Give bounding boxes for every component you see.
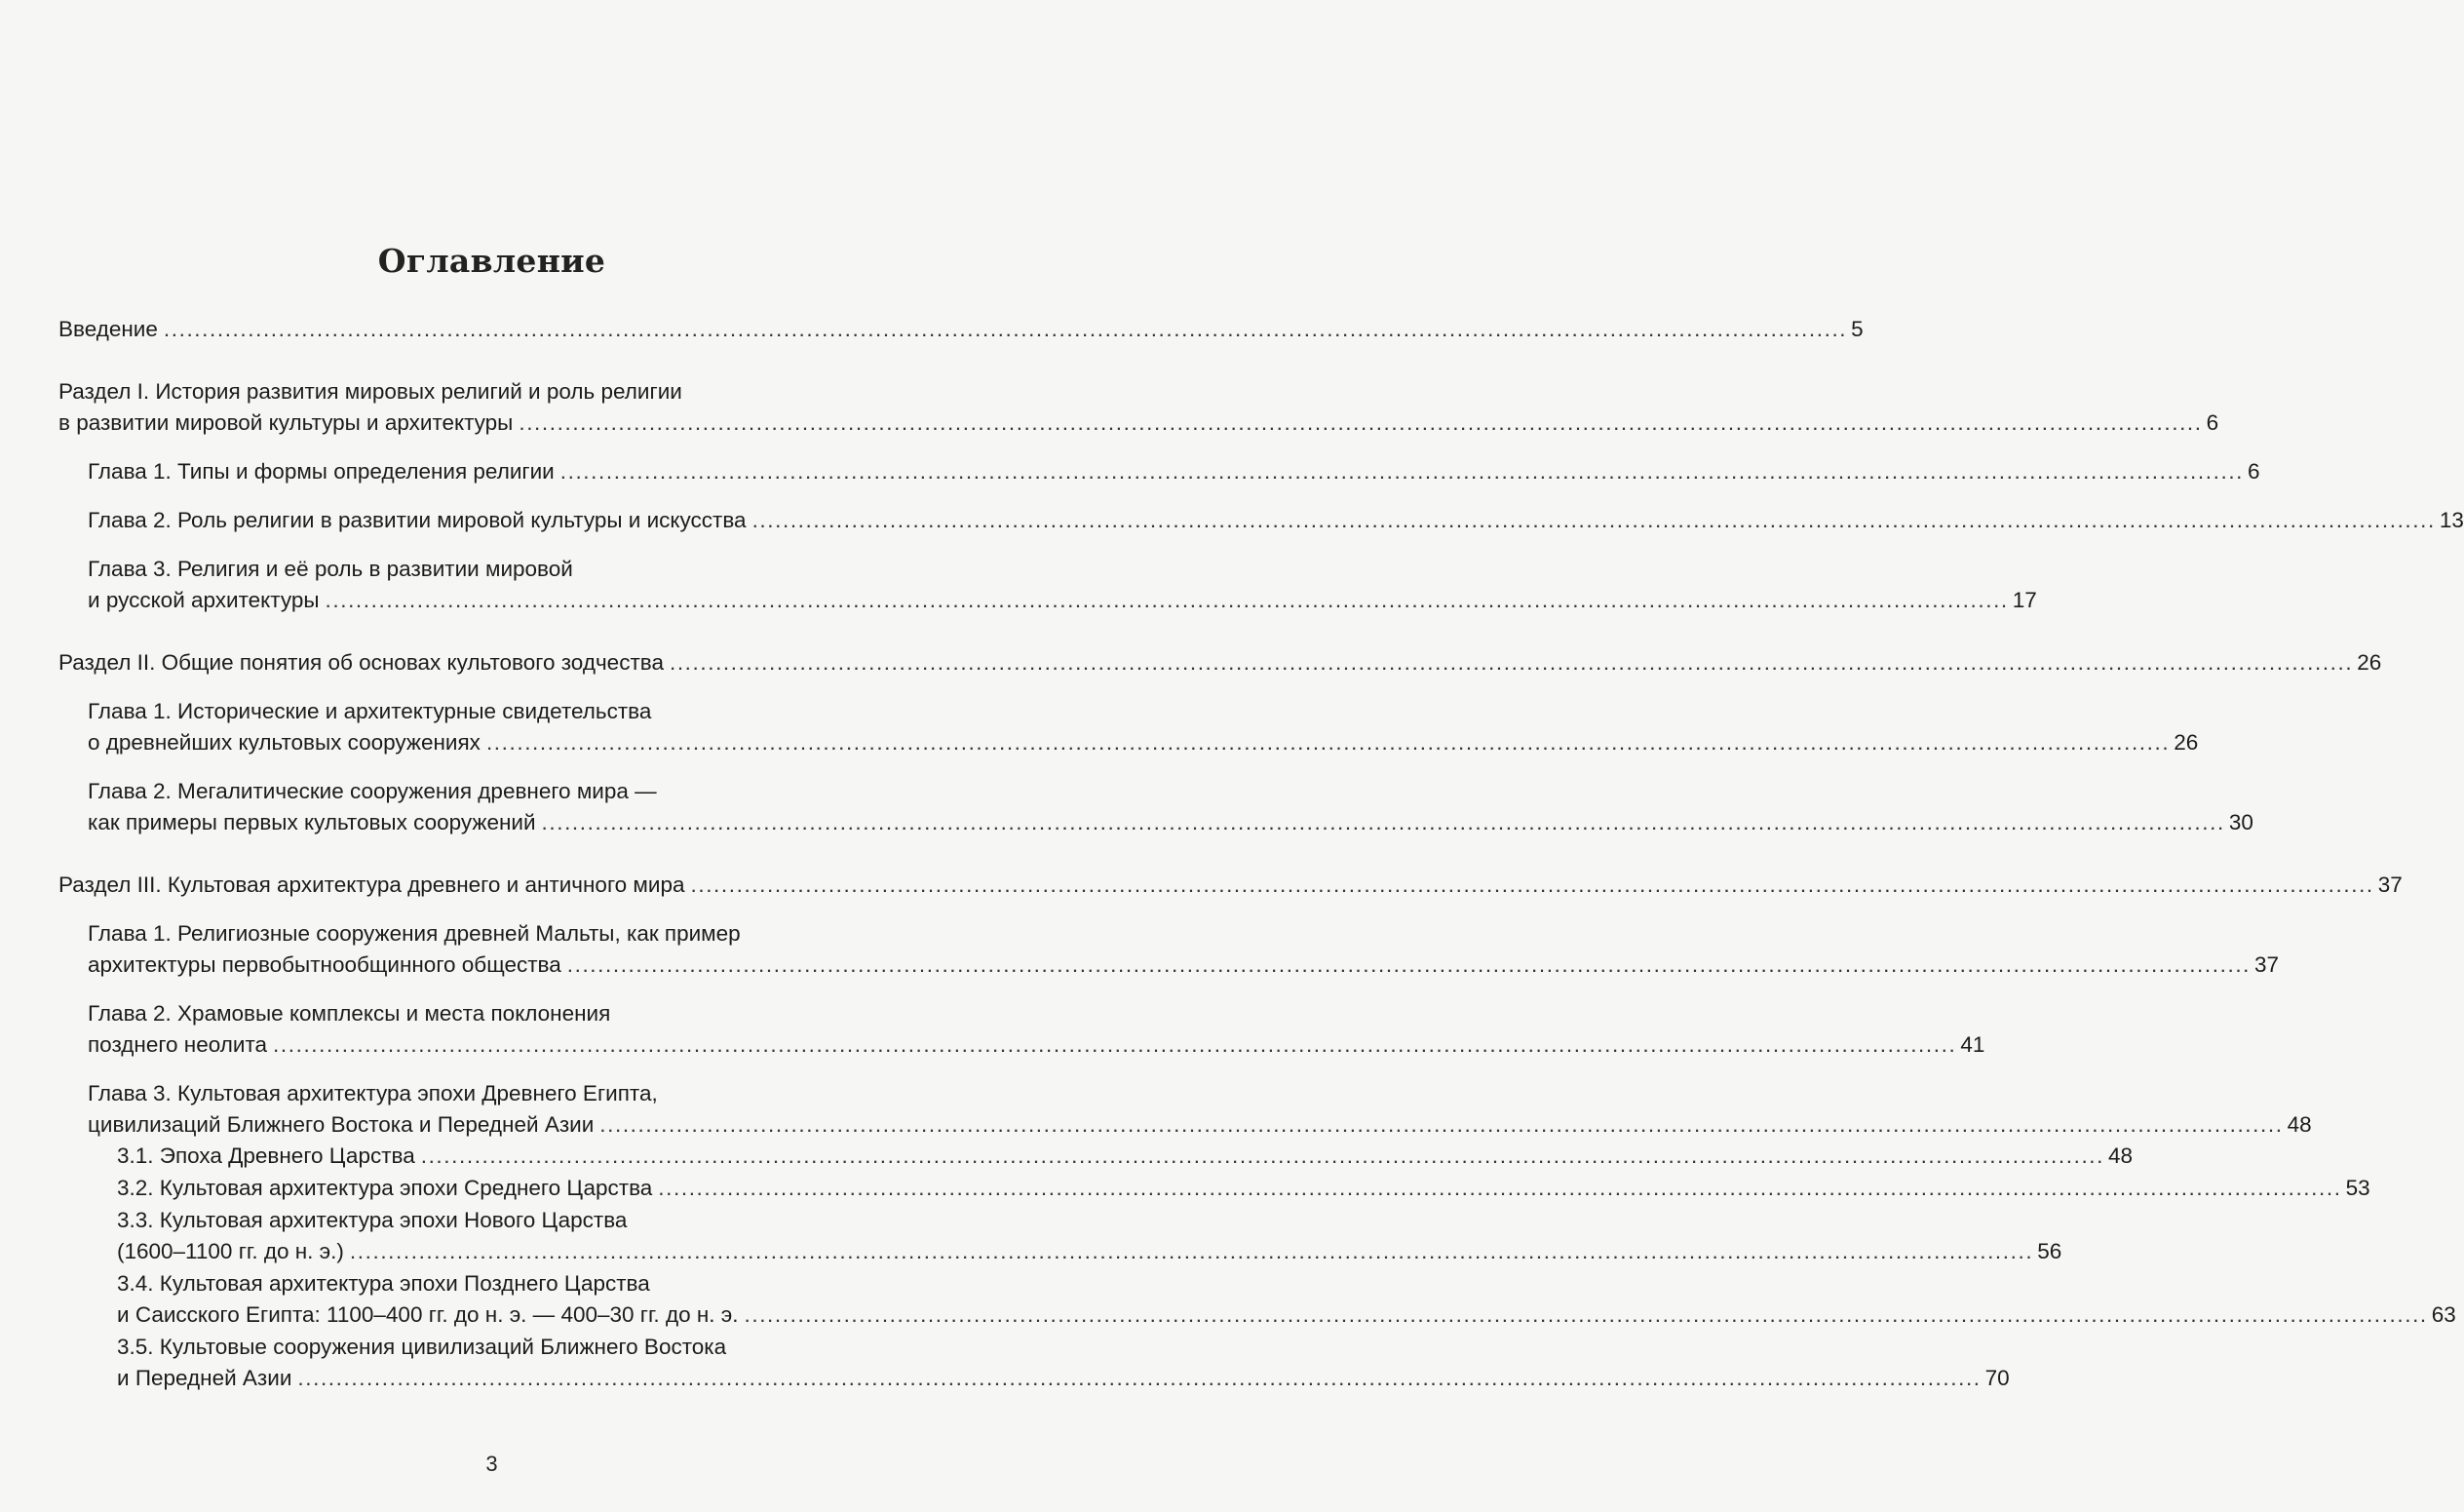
dot-leader: ............................................................................................................................................................................................................................ [325, 588, 2009, 612]
toc-page-number: 63 [2431, 1302, 2456, 1327]
toc-entry-introduction[interactable] [58, 314, 1864, 345]
toc-entry-text: Глава 3. Религия и её роль в развитии мировой [88, 557, 573, 581]
toc-page-number: 41 [1960, 1032, 1985, 1057]
toc-entry-subsection-3-3[interactable] [58, 1205, 2062, 1267]
toc-page-number: 56 [2037, 1239, 2062, 1263]
dot-leader: ............................................................................................................................................................................................................................ [273, 1032, 1957, 1057]
toc-page-number: 48 [2108, 1144, 2134, 1168]
toc-entry-section-2[interactable] [58, 647, 2382, 678]
toc-entry-section-3[interactable] [58, 870, 2403, 901]
toc-entry-text: 3.4. Культовая архитектура эпохи Позднего Царства [117, 1271, 650, 1296]
toc-entry-text: (1600–1100 гг. до н. э.) [117, 1239, 344, 1263]
toc-entry-text: Глава 2. Мегалитические сооружения древнего мира — [88, 779, 657, 803]
toc-entry-text: о древнейших культовых сооружениях [88, 730, 481, 755]
dot-leader: ............................................................................................................................................................................................................................ [559, 459, 2245, 484]
dot-leader: ............................................................................................................................................................................................................................ [519, 410, 2203, 435]
page-title: Оглавление [377, 242, 606, 280]
toc-entry-text: 3.1. Эпоха Древнего Царства [117, 1144, 415, 1168]
toc-entry-text: Раздел II. Общие понятия об основах культового зодчества [58, 650, 664, 675]
dot-leader: ............................................................................................................................................................................................................................ [690, 872, 2374, 897]
toc-page-number: 53 [2345, 1176, 2370, 1200]
toc-entry-section-3-chapter-2[interactable] [58, 998, 1985, 1061]
dot-leader: ............................................................................................................................................................................................................................ [297, 1366, 1982, 1390]
dot-leader: ............................................................................................................................................................................................................................ [420, 1144, 2105, 1168]
toc-entry-text: цивилизаций Ближнего Востока и Передней Азии [88, 1112, 595, 1137]
toc-entry-text: и русской архитектуры [88, 588, 320, 612]
toc-entry-subsection-3-2[interactable] [58, 1173, 2370, 1204]
toc-entry-section-2-chapter-2[interactable] [58, 776, 2253, 838]
toc-page-number: 13 [2439, 508, 2464, 532]
table-of-contents [58, 314, 2464, 1394]
toc-entry-text: Глава 2. Храмовые комплексы и места поклонения [88, 1001, 611, 1026]
toc-entry-text: и Саисского Египта: 1100–400 гг. до н. э. — 400–30 гг. до н. э. [117, 1302, 739, 1327]
toc-entry-text: Глава 1. Исторические и архитектурные свидетельства [88, 699, 652, 723]
toc-entry-text: архитектуры первобытнообщинного общества [88, 952, 561, 977]
toc-entry-section-2-chapter-1[interactable] [58, 696, 2199, 758]
dot-leader: ............................................................................................................................................................................................................................ [599, 1112, 2284, 1137]
toc-entry-text: Глава 3. Культовая архитектура эпохи Древнего Египта, [88, 1081, 658, 1105]
toc-entry-section-1-chapter-1[interactable] [58, 456, 2260, 487]
toc-entry-subsection-3-1[interactable] [58, 1141, 2134, 1172]
toc-page-number: 6 [2206, 410, 2219, 435]
toc-entry-section-3-chapter-3[interactable] [58, 1078, 2312, 1141]
toc-page-number: 6 [2248, 459, 2260, 484]
page-number: 3 [485, 1452, 498, 1476]
toc-page-number: 37 [2254, 952, 2280, 977]
toc-page-number: 70 [1984, 1366, 2010, 1390]
toc-page-number: 37 [2377, 872, 2403, 897]
dot-leader: ............................................................................................................................................................................................................................ [541, 810, 2225, 834]
toc-entry-text: Введение [58, 317, 158, 341]
toc-entry-text: 3.2. Культовая архитектура эпохи Среднего Царства [117, 1176, 653, 1200]
toc-entry-text: как примеры первых культовых сооружений [88, 810, 536, 834]
toc-entry-text: Раздел III. Культовая архитектура древнего и античного мира [58, 872, 685, 897]
toc-page-number: 26 [2174, 730, 2199, 755]
dot-leader: ............................................................................................................................................................................................................................ [349, 1239, 2034, 1263]
toc-entry-section-1-chapter-3[interactable] [58, 554, 2037, 616]
toc-entry-text: Глава 1. Религиозные сооружения древней Мальты, как пример [88, 921, 741, 946]
toc-entry-subsection-3-4[interactable] [58, 1268, 2456, 1331]
toc-entry-text: 3.5. Культовые сооружения цивилизаций Ближнего Востока [117, 1335, 727, 1359]
toc-entry-text: позднего неолита [88, 1032, 268, 1057]
toc-page-number: 5 [1851, 317, 1864, 341]
toc-entry-text: Глава 2. Роль религии в развитии мировой культуры и искусства [88, 508, 747, 532]
dot-leader: ............................................................................................................................................................................................................................ [566, 952, 2252, 977]
toc-page-number: 30 [2228, 810, 2253, 834]
toc-entry-section-1-chapter-2[interactable] [58, 505, 2464, 536]
toc-entry-section-3-chapter-1[interactable] [58, 918, 2280, 981]
dot-leader: ............................................................................................................................................................................................................................ [669, 650, 2354, 675]
toc-entry-text: и Передней Азии [117, 1366, 292, 1390]
dot-leader: ............................................................................................................................................................................................................................ [744, 1302, 2428, 1327]
toc-entry-text: 3.3. Культовая архитектура эпохи Нового Царства [117, 1208, 628, 1232]
toc-entry-text: Раздел I. История развития мировых религий и роль религии [58, 379, 682, 404]
toc-entry-section-1[interactable] [58, 376, 2219, 439]
dot-leader: ............................................................................................................................................................................................................................ [163, 317, 1848, 341]
toc-page-number: 17 [2012, 588, 2037, 612]
dot-leader: ............................................................................................................................................................................................................................ [658, 1176, 2342, 1200]
toc-entry-subsection-3-5[interactable] [58, 1332, 2010, 1394]
toc-entry-text: в развитии мировой культуры и архитектуры [58, 410, 514, 435]
dot-leader: ............................................................................................................................................................................................................................ [485, 730, 2171, 755]
toc-page-number: 48 [2287, 1112, 2312, 1137]
dot-leader: ............................................................................................................................................................................................................................ [751, 508, 2436, 532]
toc-entry-text: Глава 1. Типы и формы определения религии [88, 459, 555, 484]
toc-page-number: 26 [2357, 650, 2382, 675]
